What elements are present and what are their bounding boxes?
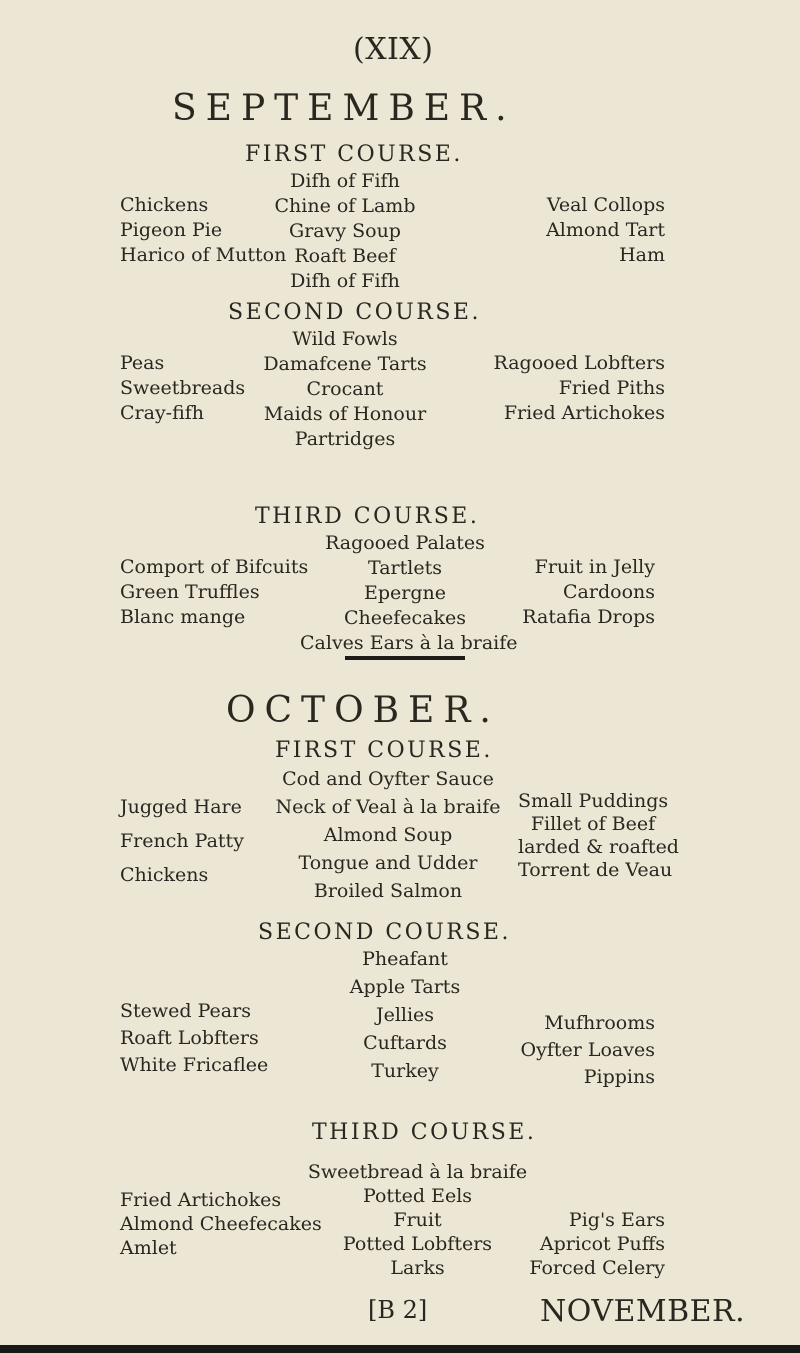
september-second-course-right — [478, 351, 665, 426]
october-first-course-right — [518, 790, 679, 882]
september-third-course-right — [510, 555, 655, 630]
dish: Damafcene Tarts — [263, 353, 427, 375]
dish: Chickens — [120, 194, 209, 216]
dish: Potted Eels — [362, 1185, 473, 1207]
dish: Pheafant — [362, 948, 448, 970]
dish: Apple Tarts — [349, 976, 461, 998]
dish: Neck of Veal à la braife — [275, 796, 501, 818]
october-third-course-right — [505, 1208, 665, 1280]
dish: Fillet of Beef — [530, 813, 656, 835]
dish: Amlet — [120, 1237, 177, 1259]
dish: Cuftards — [363, 1032, 447, 1054]
page-number: (XIX) — [353, 32, 434, 67]
dish: Pippins — [583, 1066, 655, 1088]
dish: Difh of Fifh — [290, 270, 400, 292]
dish: Partridges — [294, 428, 396, 450]
dish: Cheefecakes — [343, 607, 466, 629]
dish: Oyfter Loaves — [520, 1039, 655, 1061]
september-second-course-heading: SECOND COURSE. — [228, 300, 481, 325]
october-first-course-left — [120, 790, 244, 892]
september-second-course-left — [120, 351, 245, 426]
dish: Tongue and Udder — [298, 852, 478, 874]
section-divider — [345, 656, 465, 660]
october-second-course-heading: SECOND COURSE. — [258, 920, 511, 945]
dish: Fruit — [393, 1209, 442, 1231]
page-bottom-edge — [0, 1345, 800, 1353]
dish: Cray-fifh — [120, 402, 205, 424]
dish: Small Puddings — [518, 790, 669, 812]
dish: Ragooed Lobfters — [493, 352, 665, 374]
dish: Torrent de Veau — [518, 859, 673, 881]
dish: Fried Artichokes — [120, 1189, 282, 1211]
september-third-course-heading: THIRD COURSE. — [255, 504, 480, 529]
dish: Crocant — [306, 378, 384, 400]
dish: White Fricaflee — [120, 1054, 269, 1076]
october-first-course-center — [258, 765, 518, 905]
dish: Fried Artichokes — [503, 402, 665, 424]
dish: Wild Fowls — [292, 328, 398, 350]
dish: Harico of Mutton — [120, 244, 287, 266]
september-second-course-center — [245, 327, 445, 452]
dish: Ratafia Drops — [522, 606, 655, 628]
september-first-course-right — [520, 193, 665, 268]
dish: Forced Celery — [529, 1257, 665, 1279]
dish: Difh of Fifh — [290, 170, 400, 192]
october-second-course-left — [120, 998, 268, 1079]
october-third-course-center — [305, 1160, 530, 1280]
dish: Jellies — [375, 1004, 435, 1026]
september-first-course-heading: FIRST COURSE. — [245, 142, 463, 167]
dish: Maids of Honour — [263, 403, 427, 425]
month-heading-september: SEPTEMBER. — [172, 88, 516, 129]
dish: Mufhrooms — [544, 1012, 655, 1034]
catchword: NOVEMBER. — [540, 1294, 746, 1329]
dish: Chickens — [120, 864, 209, 886]
october-third-course-heading: THIRD COURSE. — [312, 1120, 537, 1145]
dish: larded & roafted — [518, 836, 679, 858]
dish: Cardoons — [563, 581, 655, 603]
september-third-course-left — [120, 555, 308, 630]
dish: Almond Tart — [546, 219, 665, 241]
dish: Stewed Pears — [120, 1000, 251, 1022]
dish: Blanc mange — [120, 606, 246, 628]
dish: Ham — [619, 244, 665, 266]
dish: Almond Cheefecakes — [120, 1213, 322, 1235]
dish: Tartlets — [368, 557, 442, 579]
dish: Turkey — [371, 1060, 439, 1082]
september-first-course-center — [250, 169, 440, 294]
dish: Broiled Salmon — [313, 880, 463, 902]
dish: Sweetbreads — [120, 377, 246, 399]
dish: Veal Collops — [546, 194, 665, 216]
dish: Peas — [120, 352, 165, 374]
dish: Epergne — [363, 582, 446, 604]
october-second-course-right — [510, 1010, 655, 1091]
dish: Larks — [390, 1257, 445, 1279]
dish: Gravy Soup — [289, 220, 401, 242]
dish: Fried Piths — [558, 377, 665, 399]
dish: Comport of Bifcuits — [120, 556, 309, 578]
month-heading-october: OCTOBER. — [226, 690, 500, 731]
dish: Potted Lobfters — [342, 1233, 493, 1255]
dish: Ragooed Palates — [325, 532, 485, 554]
dish: Almond Soup — [323, 824, 453, 846]
dish: Jugged Hare — [120, 796, 242, 818]
dish: French Patty — [120, 830, 244, 852]
dish: Chine of Lamb — [274, 195, 416, 217]
dish: Roaft Lobfters — [120, 1027, 259, 1049]
october-third-course-left — [120, 1188, 322, 1260]
september-third-course-center — [300, 531, 518, 656]
dish: Fruit in Jelly — [534, 556, 655, 578]
dish: Cod and Oyfter Sauce — [282, 768, 494, 790]
october-second-course-center — [320, 945, 490, 1085]
dish: Green Truffles — [120, 581, 260, 603]
dish: Apricot Puffs — [539, 1233, 665, 1255]
dish: Pig's Ears — [568, 1209, 665, 1231]
dish: Calves Ears à la braife — [300, 632, 518, 654]
dish: Roaft Beef — [294, 245, 396, 267]
dish: Pigeon Pie — [120, 219, 223, 241]
dish: Sweetbread à la braife — [307, 1161, 528, 1183]
signature-mark: [B 2] — [368, 1296, 428, 1324]
october-first-course-heading: FIRST COURSE. — [275, 738, 493, 763]
